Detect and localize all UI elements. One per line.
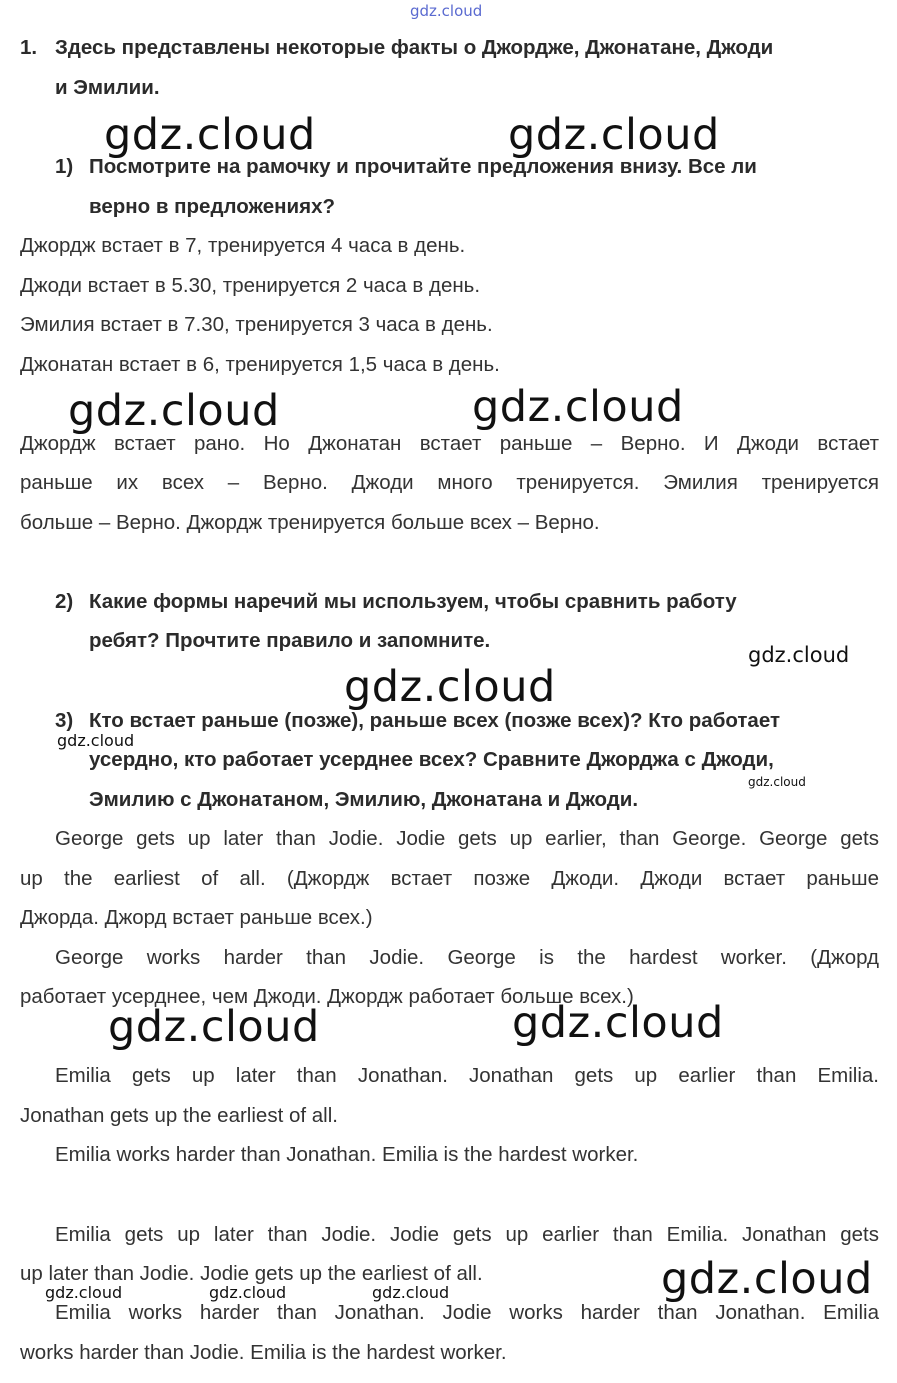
question-1-line-2: верно в предложениях? <box>89 195 336 218</box>
question-3-line-2: усердно, кто работает усерднее всех? Сравните Джорджа с Джоди, <box>89 748 774 771</box>
question-3-line-3: Эмилию с Джонатаном, Эмилию, Джонатана и Джоди. <box>89 788 639 811</box>
watermark-logo: gdz.cloud <box>512 998 724 1048</box>
watermark-logo: gdz.cloud <box>68 386 280 436</box>
fact-jonathan: Джонатан встает в 6, тренируется 1,5 часа в день. <box>20 353 500 376</box>
answer-3-p2-line-1: George works harder than Jodie. George is the hardest worker. (Джорд <box>55 946 879 969</box>
answer-1-line-1: Джордж встает рано. Но Джонатан встает раньше – Верно. И Джоди встает <box>20 432 879 455</box>
watermark-logo: gdz.cloud <box>344 662 556 712</box>
fact-george: Джордж встает в 7, тренируется 4 часа в день. <box>20 234 466 257</box>
watermark-logo: gdz.cloud <box>209 1283 287 1302</box>
task-number: 1. <box>20 36 38 59</box>
watermark-logo: gdz.cloud <box>45 1283 123 1302</box>
answer-3-p1-line-1: George gets up later than Jodie. Jodie gets up earlier, than George. George gets <box>55 827 879 850</box>
answer-3-p3-line-2: Jonathan gets up the earliest of all. <box>20 1104 338 1127</box>
watermark-logo: gdz.cloud <box>372 1283 450 1302</box>
answer-1-line-2: раньше их всех – Верно. Джоди много тренируется. Эмилия тренируется <box>20 471 879 494</box>
answer-3-p5-line-1: Emilia gets up later than Jodie. Jodie gets up earlier than Emilia. Jonathan gets <box>55 1223 879 1246</box>
question-3-line-1: Кто встает раньше (позже), раньше всех (позже всех)? Кто работает <box>89 709 780 732</box>
answer-3-p1-line-3: Джорда. Джорд встает раньше всех.) <box>20 906 373 929</box>
fact-emilia: Эмилия встает в 7.30, тренируется 3 часа в день. <box>20 313 493 336</box>
watermark-logo: gdz.cloud <box>410 2 483 20</box>
watermark-logo: gdz.cloud <box>748 775 806 789</box>
question-2-line-2: ребят? Прочтите правило и запомните. <box>89 629 491 652</box>
question-2-number: 2) <box>55 590 74 613</box>
answer-3-p5-line-2: up later than Jodie. Jodie gets up the earliest of all. <box>20 1262 483 1285</box>
task-title-line-1: Здесь представлены некоторые факты о Джордже, Джонатане, Джоди <box>55 36 774 59</box>
watermark-logo: gdz.cloud <box>508 110 720 160</box>
fact-jodie: Джоди встает в 5.30, тренируется 2 часа в день. <box>20 274 481 297</box>
answer-3-p2-line-2: работает усерднее, чем Джоди. Джордж работает больше всех.) <box>20 985 634 1008</box>
answer-1-line-3: больше – Верно. Джордж тренируется больше всех – Верно. <box>20 511 600 534</box>
question-1-number: 1) <box>55 155 74 178</box>
question-3-number: 3) <box>55 709 74 732</box>
watermark-logo: gdz.cloud <box>108 1002 320 1052</box>
watermark-logo: gdz.cloud <box>661 1254 873 1304</box>
answer-3-p1-line-2: up the earliest of all. (Джордж встает позже Джоди. Джоди встает раньше <box>20 867 879 890</box>
watermark-logo: gdz.cloud <box>748 643 850 667</box>
question-2-line-1: Какие формы наречий мы используем, чтобы сравнить работу <box>89 590 737 613</box>
watermark-logo: gdz.cloud <box>57 731 135 750</box>
question-1-line-1: Посмотрите на рамочку и прочитайте предложения внизу. Все ли <box>89 155 757 178</box>
answer-3-p6-line-2: works harder than Jodie. Emilia is the hardest worker. <box>20 1341 507 1364</box>
watermark-logo: gdz.cloud <box>472 382 684 432</box>
watermark-logo: gdz.cloud <box>104 110 316 160</box>
task-title-line-2: и Эмилии. <box>55 76 160 99</box>
answer-3-p6-line-1: Emilia works harder than Jonathan. Jodie works harder than Jonathan. Emilia <box>55 1301 879 1324</box>
answer-3-p4-line-1: Emilia works harder than Jonathan. Emilia is the hardest worker. <box>55 1143 639 1166</box>
answer-3-p3-line-1: Emilia gets up later than Jonathan. Jonathan gets up earlier than Emilia. <box>55 1064 879 1087</box>
